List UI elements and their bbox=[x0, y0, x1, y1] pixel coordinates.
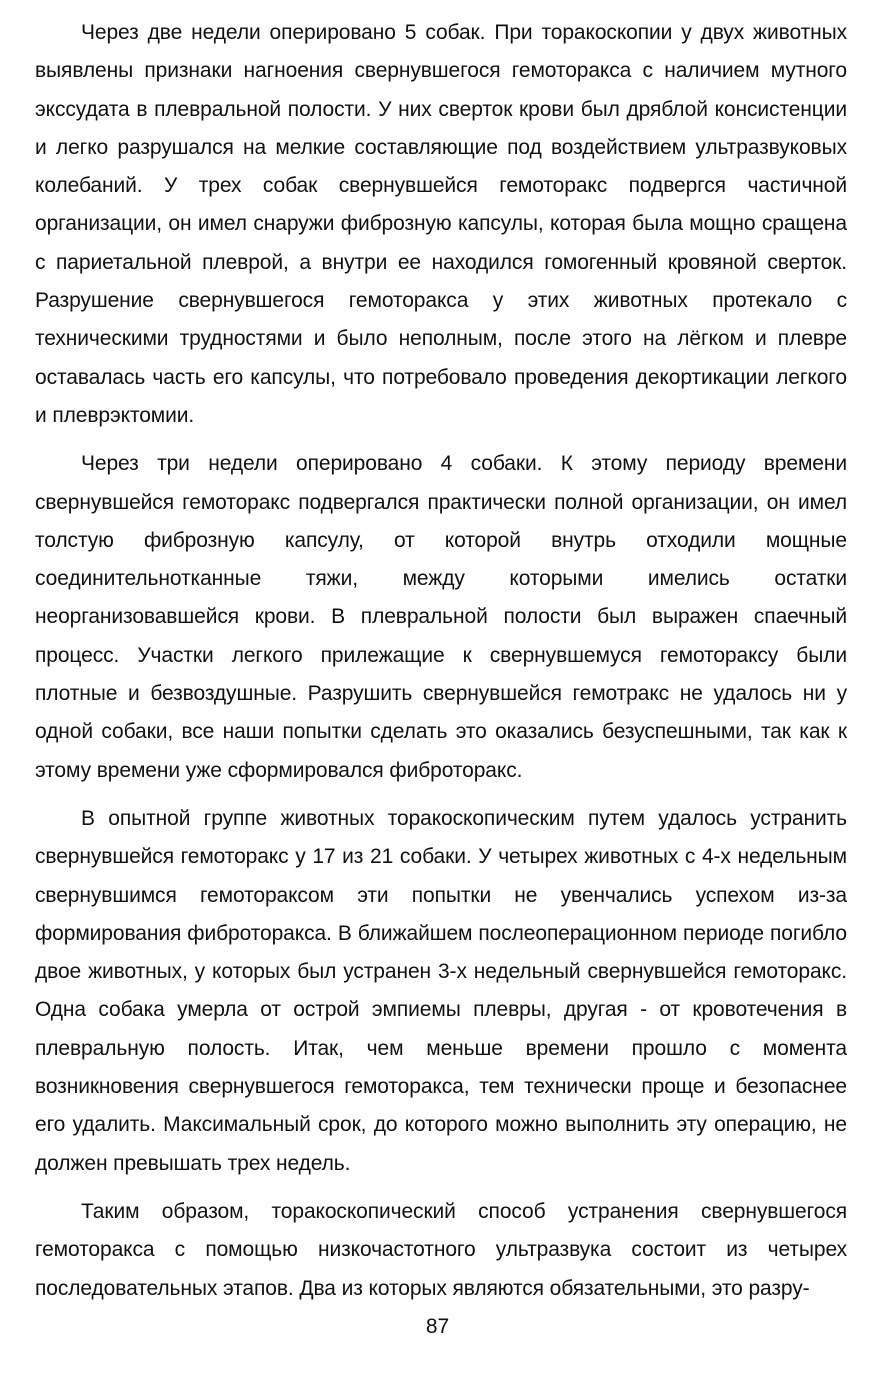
document-page bbox=[35, 14, 847, 1318]
paragraph-1: Через две недели оперировано 5 собак. При торакоскопии у двух животных выявлены признаки нагноения свернувшегося гемоторакса с наличием мутного экссудата в плевральной полости. У них сверток крови был дряблой консистенции и легко разрушался на мелкие составляющие под воздействием ультразвуковых колебаний. У трех собак свернувшейся гемоторакс подвергся частичной организации, он имел снаружи фиброзную капсулы, которая была мощно сращена с париетальной плеврой, а внутри ее находился гомогенный кровяной сверток. Разрушение свернувшегося гемоторакса у этих животных протекало с техническими трудностями и было неполным, после этого на лёгком и плевре оставалась часть его капсулы, что потребовало проведения декортикации легкого и плеврэктомии. bbox=[35, 21, 847, 427]
paragraph-3: В опытной группе животных торакоскопическим путем удалось устранить свернувшейся гемоторакс у 17 из 21 собаки. У четырех животных с 4-х недельным свернувшимся гемотораксом эти попытки не увенчались успехом из-за формирования фиброторакса. В ближайшем послеоперационном периоде погибло двое животных, у которых был устранен 3-х недельный свернувшейся гемоторакс. Одна собака умерла от острой эмпиемы плевры, другая - от кровотечения в плевральную полость. Итак, чем меньше времени прошло с момента возникновения свернувшегося гемоторакса, тем технически проще и безопаснее его удалить. Максимальный срок, до которого можно выполнить эту операцию, не должен превышать трех недель. bbox=[35, 806, 847, 1175]
paragraph-2: Через три недели оперировано 4 собаки. К этому периоду времени свернувшейся гемоторакс подвергался практически полной организации, он имел толстую фиброзную капсулу, от которой внутрь отходили мощные соединительнотканные тяжи, между которыми имелись остатки неорганизовавшейся крови. В плевральной полости был выражен спаечный процесс. Участки легкого прилежащие к свернувшемуся гемотораксу были плотные и безвоздушные. Разрушить свернувшейся гемотракс не удалось ни у одной собаки, все наши попытки сделать это оказались безуспешными, так как к этому времени уже сформировался фиброторакс. bbox=[35, 452, 847, 782]
page-number: 87 bbox=[425, 1315, 450, 1338]
paragraph-4: Таким образом, торакоскопический способ устранения свернувшегося гемоторакса с помощью низкочастотного ультразвука состоит из четырех последовательных этапов. Два из которых являются обязательными, это разру- bbox=[35, 1199, 847, 1300]
